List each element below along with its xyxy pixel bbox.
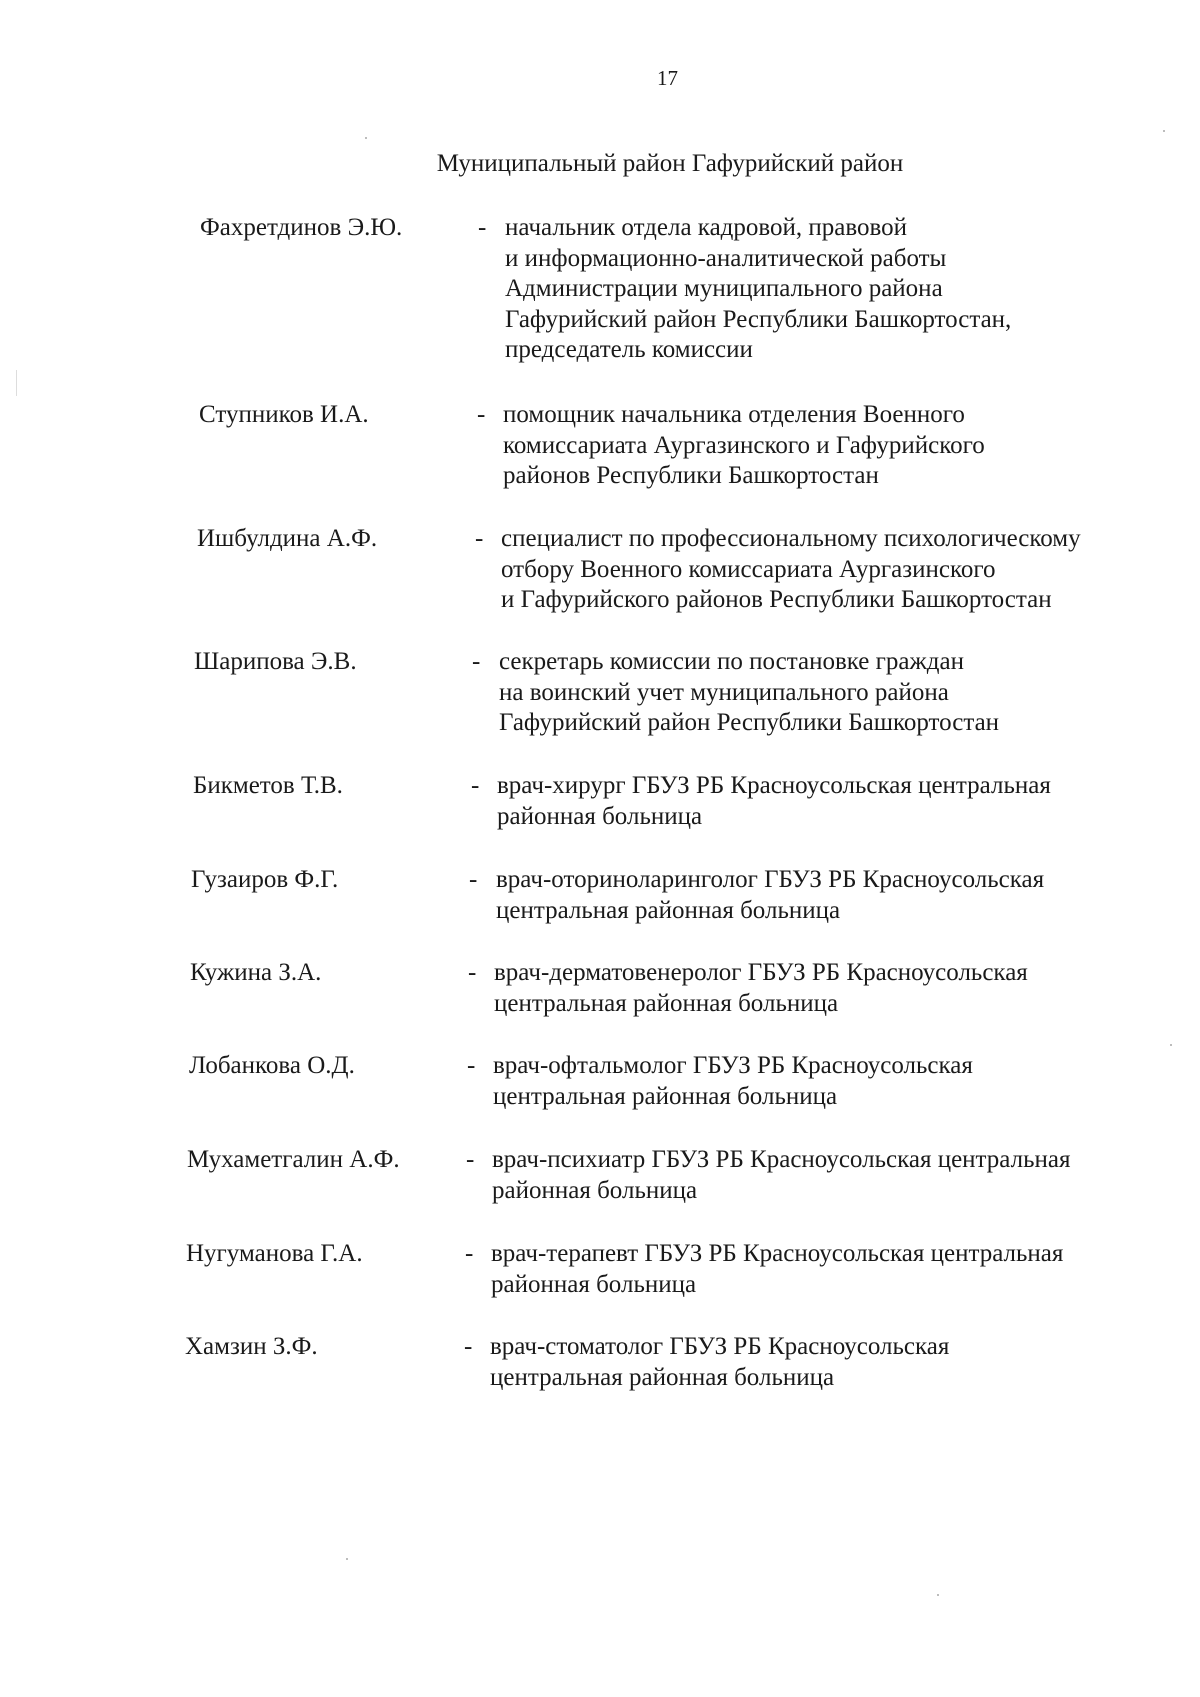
member-description (493, 1051, 973, 1112)
description-line: районная больница (492, 1176, 698, 1204)
scan-speck (937, 1594, 939, 1596)
member-description (497, 771, 1051, 832)
description-line: центральная районная больница (496, 896, 841, 924)
member-name: Кужина З.А. (190, 959, 322, 986)
member-description (490, 1332, 949, 1393)
member-name: Шарипова Э.В. (194, 648, 357, 675)
description-line: центральная районная больница (494, 989, 839, 1017)
description-line: секретарь комиссии по постановке граждан (499, 648, 964, 675)
description-line: Гафурийский район Республики Башкортостан (499, 709, 1000, 736)
member-description (503, 400, 985, 492)
description-line: и информационно-аналитической работы (505, 244, 947, 272)
member-description (499, 647, 999, 739)
member-dash: - (467, 1052, 476, 1079)
description-line: врач-стоматолог ГБУЗ РБ Красноусольская (490, 1333, 950, 1360)
description-line: врач-терапевт ГБУЗ РБ Красноусольская центральная (491, 1240, 1064, 1267)
description-line: центральная районная больница (493, 1082, 838, 1110)
description-line: врач-дерматовенеролог ГБУЗ РБ Красноусольская (494, 959, 1028, 986)
member-name: Ступников И.А. (199, 401, 369, 428)
description-line: на воинский учет муниципального района (499, 678, 949, 706)
member-dash: - (465, 1240, 474, 1267)
description-line: председатель комиссии (505, 336, 753, 363)
member-name: Бикметов Т.В. (193, 772, 343, 799)
member-name: Нугуманова Г.А. (186, 1240, 363, 1267)
member-name: Фахретдинов Э.Ю. (200, 214, 403, 241)
description-line: врач-офтальмолог ГБУЗ РБ Красноусольская (493, 1052, 973, 1079)
member-description (491, 1239, 1063, 1300)
member-description (505, 213, 1011, 366)
member-dash: - (466, 1146, 475, 1173)
scan-speck (1163, 130, 1165, 132)
description-line: отбору Военного комиссариата Аургазинского (501, 555, 996, 583)
scan-speck (346, 1558, 348, 1560)
member-dash: - (469, 866, 478, 893)
description-line: врач-хирург ГБУЗ РБ Красноусольская центральная (497, 772, 1051, 799)
description-line: начальник отдела кадровой, правовой (505, 214, 908, 241)
member-name: Ишбулдина А.Ф. (197, 525, 378, 552)
member-dash: - (468, 959, 477, 986)
description-line: Администрации муниципального района (505, 275, 943, 302)
scan-speck (1170, 1044, 1172, 1046)
member-dash: - (478, 214, 487, 241)
description-line: комиссариата Аургазинского и Гафурийского (503, 431, 985, 459)
description-line: районная больница (497, 802, 703, 830)
scan-speck (365, 137, 367, 139)
description-line: центральная районная больница (490, 1363, 835, 1391)
member-dash: - (471, 772, 480, 799)
member-dash: - (475, 525, 484, 552)
member-name: Мухаметгалин А.Ф. (187, 1146, 400, 1173)
description-line: помощник начальника отделения Военного (503, 401, 965, 428)
description-line: районная больница (491, 1270, 697, 1298)
member-dash: - (464, 1333, 473, 1360)
scan-speck (16, 370, 17, 396)
description-line: врач-оториноларинголог ГБУЗ РБ Красноусольская (496, 866, 1045, 893)
member-dash: - (477, 401, 486, 428)
member-name: Гузаиров Ф.Г. (191, 866, 339, 893)
member-name: Хамзин З.Ф. (185, 1333, 318, 1360)
member-name: Лобанкова О.Д. (189, 1052, 355, 1079)
member-description (494, 958, 1028, 1019)
description-line: Гафурийский район Республики Башкортостан, (505, 305, 1012, 333)
member-description (496, 865, 1044, 926)
member-dash: - (472, 648, 481, 675)
section-heading: Муниципальный район Гафурийский район (436, 150, 904, 177)
member-description (492, 1145, 1070, 1206)
member-description (501, 524, 1081, 616)
description-line: и Гафурийского районов Республики Башкортостан (501, 586, 1052, 613)
page-number: 17 (657, 66, 678, 90)
description-line: специалист по профессиональному психологическому (501, 525, 1081, 552)
description-line: районов Республики Башкортостан (503, 462, 879, 489)
description-line: врач-психиатр ГБУЗ РБ Красноусольская центральная (492, 1146, 1071, 1173)
